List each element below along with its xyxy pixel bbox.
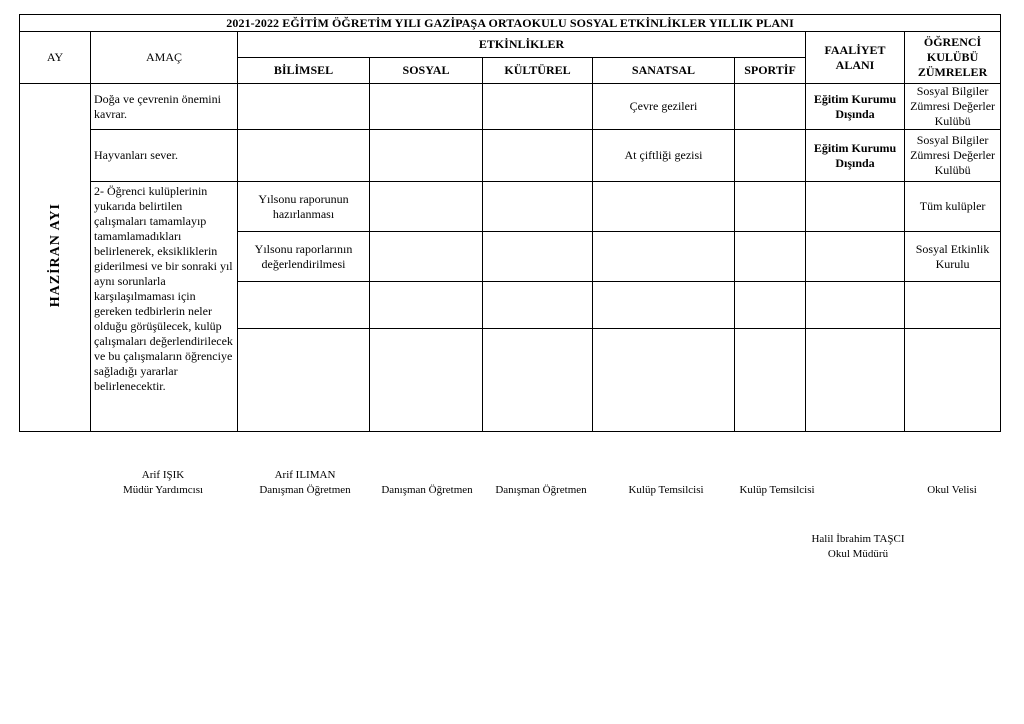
sosyal-cell: [370, 282, 483, 329]
signature-kulup-temsilcisi-2: [712, 483, 842, 498]
bilimsel-cell: Yılsonu raporunun hazırlanması: [238, 182, 370, 232]
sanatsal-cell: [593, 182, 735, 232]
signature-role: Kulüp Temsilcisi: [628, 484, 704, 496]
sosyal-cell: [370, 84, 483, 130]
month-cell: [20, 84, 91, 432]
kulturel-cell: [483, 84, 593, 130]
plan-title: 2021-2022 EĞİTİM ÖĞRETİM YILI GAZİPAŞA ORTAOKULU SOSYAL ETKİNLİKLER YILLIK PLANI: [20, 15, 1001, 32]
kulturel-cell: [483, 232, 593, 282]
signature-role: Danışman Öğretmen: [495, 484, 587, 496]
amac-cell: Hayvanları sever.: [91, 130, 238, 182]
sosyal-cell: [370, 182, 483, 232]
sportif-cell: [735, 130, 806, 182]
signature-danisman-3: [476, 483, 606, 498]
sanatsal-cell: [593, 232, 735, 282]
header-sportif: SPORTİF: [735, 58, 806, 84]
sanatsal-cell: At çiftliği gezisi: [593, 130, 735, 182]
sportif-cell: [735, 282, 806, 329]
kulup-cell: [905, 282, 1001, 329]
signature-role: Kulüp Temsilcisi: [739, 484, 815, 496]
signature-mudur-yardimcisi: [98, 468, 228, 498]
header-etkinlikler: ETKİNLİKLER: [238, 32, 806, 58]
header-sosyal: SOSYAL: [370, 58, 483, 84]
kulturel-cell: [483, 130, 593, 182]
signature-name: Halil İbrahim TAŞCI: [811, 533, 905, 545]
signature-role: Okul Müdürü: [827, 548, 889, 560]
faaliyet-cell: [806, 232, 905, 282]
signature-role: Danışman Öğretmen: [259, 484, 351, 496]
sanatsal-cell: Çevre gezileri: [593, 84, 735, 130]
kulup-cell: Sosyal Bilgiler Zümresi Değerler Kulübü: [905, 130, 1001, 182]
bilimsel-cell: [238, 282, 370, 329]
month-label: HAZİRAN AYI: [47, 203, 63, 308]
sportif-cell: [735, 84, 806, 130]
bilimsel-cell: [238, 329, 370, 432]
signature-role: Okul Velisi: [927, 484, 977, 496]
faaliyet-cell: Eğitim Kurumu Dışında: [806, 84, 905, 130]
header-amac: AMAÇ: [91, 32, 238, 84]
signature-okul-muduru: [788, 532, 928, 562]
sportif-cell: [735, 232, 806, 282]
header-bilimsel: BİLİMSEL: [238, 58, 370, 84]
signature-role: Danışman Öğretmen: [381, 484, 473, 496]
amac-cell: Doğa ve çevrenin önemini kavrar.: [91, 84, 238, 130]
header-ay: AY: [20, 32, 91, 84]
signature-name: Arif ILIMAN: [274, 469, 336, 481]
kulup-cell: [905, 329, 1001, 432]
sanatsal-cell: [593, 282, 735, 329]
table-row: [20, 84, 1001, 130]
table-row: [20, 130, 1001, 182]
faaliyet-cell: [806, 282, 905, 329]
faaliyet-cell: [806, 182, 905, 232]
header-ogrenci-kulubu: ÖĞRENCİ KULÜBÜ ZÜMRELER: [905, 32, 1001, 84]
table-row: [20, 182, 1001, 232]
kulturel-cell: [483, 182, 593, 232]
sosyal-cell: [370, 232, 483, 282]
annual-plan-table: [19, 14, 1001, 432]
header-sanatsal: SANATSAL: [593, 58, 735, 84]
sportif-cell: [735, 329, 806, 432]
kulup-cell: Sosyal Etkinlik Kurulu: [905, 232, 1001, 282]
bilimsel-cell: [238, 130, 370, 182]
bilimsel-cell: [238, 84, 370, 130]
kulturel-cell: [483, 282, 593, 329]
signature-danisman-1: [240, 468, 370, 498]
kulturel-cell: [483, 329, 593, 432]
bilimsel-cell: Yılsonu raporlarının değerlendirilmesi: [238, 232, 370, 282]
sosyal-cell: [370, 130, 483, 182]
faaliyet-cell: [806, 329, 905, 432]
signature-name: Arif IŞIK: [141, 469, 185, 481]
signature-role: Müdür Yardımcısı: [122, 484, 204, 496]
amac-merged-cell: 2- Öğrenci kulüplerinin yukarıda belirtilen çalışmaları tamamlayıp tamamlamadıkları belirlenerek, eksikliklerin giderilmesi ve bir sonraki yıl aynı sorunlarla karşılaşılmaması için gereken tedbirlerin neler olduğu görüşülecek, kulüp çalışmaları değerlendirilecek ve bu çalışmaların öğrenciye sağladığı yararlar belirlenecektir.: [91, 182, 238, 432]
header-faaliyet-alani: FAALİYET ALANI: [806, 32, 905, 84]
signature-okul-velisi: [887, 483, 1017, 498]
kulup-cell: Tüm kulüpler: [905, 182, 1001, 232]
signature-danisman-2: [362, 483, 492, 498]
sportif-cell: [735, 182, 806, 232]
faaliyet-cell: Eğitim Kurumu Dışında: [806, 130, 905, 182]
header-kulturel: KÜLTÜREL: [483, 58, 593, 84]
sosyal-cell: [370, 329, 483, 432]
sanatsal-cell: [593, 329, 735, 432]
kulup-cell: Sosyal Bilgiler Zümresi Değerler Kulübü: [905, 84, 1001, 130]
